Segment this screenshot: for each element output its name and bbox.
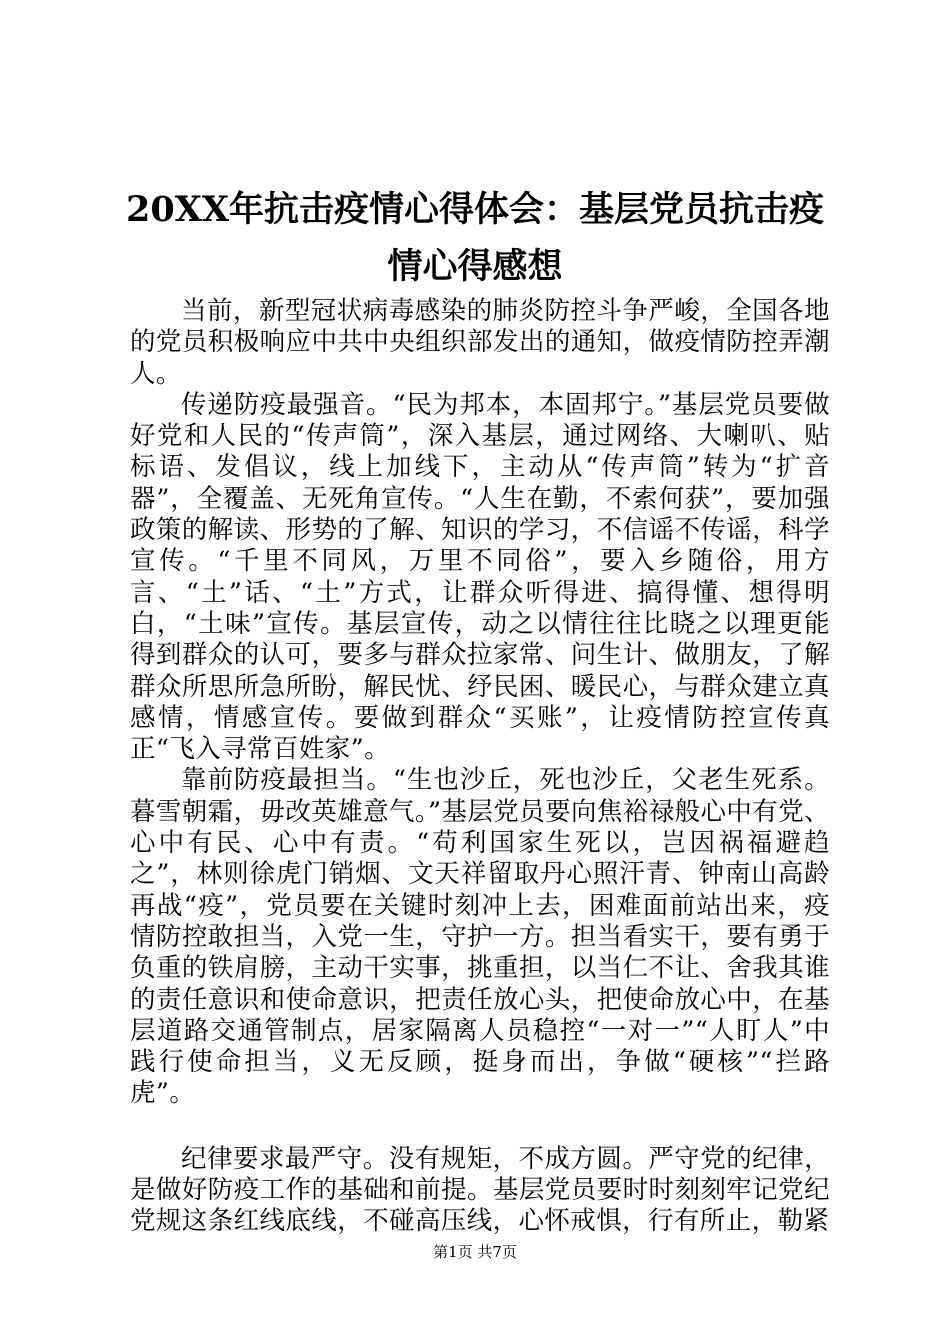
paragraph-propaganda: 传递防疫最强音。“民为邦本，本固邦宁。”基层党员要做好党和人民的“传声筒”，深入基层，通过网络、大喇叭、贴标语、发倡议，线上加线下，主动从“传声筒”转为“扩音器”，全覆盖、无死角宣传。“人生在勤，不索何获”，要加强政策的解读、形势的了解、知识的学习，不信谣不传谣，科学宣传。“千里不同风，万里不同俗”，要入乡随俗，用方言、“土”话、“土”方式，让群众听得进、搞得懂、想得明白，“土味”宣传。基层宣传，动之以情往往比晓之以理更能得到群众的认可，要多与群众拉家常、问生计、做朋友，了解群众所思所急所盼，解民忧、纾民困、暖民心，与群众建立真感情，情感宣传。要做到群众“买账”，让疫情防控宣传真正“飞入寻常百姓家”。 [130,389,830,765]
paragraph-intro: 当前，新型冠状病毒感染的肺炎防控斗争严峻，全国各地的党员积极响应中共中央组织部发出的通知，做疫情防控弄潮人。 [130,296,830,389]
page-number-footer: 第1页 共7页 [433,1243,517,1261]
document-title-line-2: 情心得感想 [387,246,563,287]
paragraph-discipline: 纪律要求最严守。没有规矩，不成方圆。严守党的纪律，是做好防疫工作的基础和前提。基层党员要时时刻刻牢记党纪党规这条红线底线，不碰高压线，心怀戒惧，行有所止，勒紧 [130,1143,830,1237]
document-body [130,296,830,1238]
document-title-line-1: 20XX年抗击疫情心得体会：基层党员抗击疫 [125,189,825,230]
paragraph-responsibility: 靠前防疫最担当。“生也沙丘，死也沙丘，父老生死系。暮雪朝霜，毋改英雄意气。”基层党员要向焦裕禄般心中有党、心中有民、心中有责。“苟利国家生死以，岂因祸福避趋之”，林则徐虎门销烟、文天祥留取丹心照汗青、钟南山高龄再战“疫”，党员要在关键时刻冲上去，困难面前站出来，疫情防控敢担当，入党一生，守护一方。担当看实干，要有勇于负重的铁肩膀，主动干实事，挑重担，以当仁不让、舍我其谁的责任意识和使命意识，把责任放心头，把使命放心中，在基层道路交通管制点，居家隔离人员稳控“一对一”“人盯人”中践行使命担当，义无反顾，挺身而出，争做“硬核”“拦路虎”。 [130,765,830,1109]
